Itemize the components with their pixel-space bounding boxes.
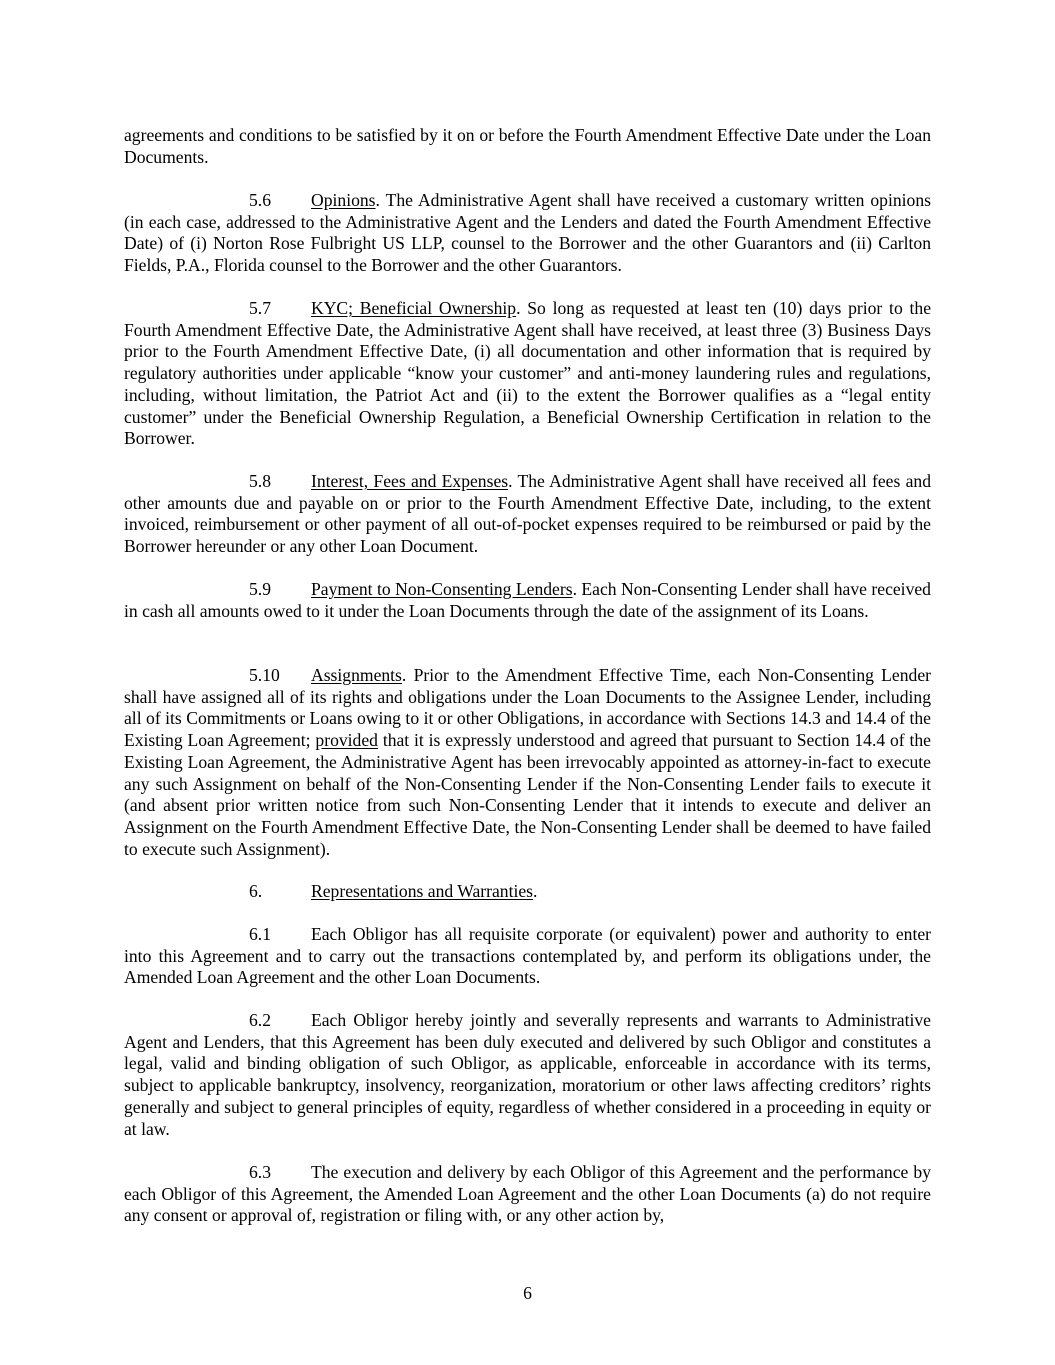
section-body: Each Obligor hereby jointly and severally represents and warrants to Administrative Agent and Lenders, that this Agreement has been duly executed and delivered by such Obligor and constitutes a legal, valid and binding obligation of such Obligor, as applicable, enforceable in accordance with its terms, subject to applicable bankruptcy, insolvency, reorganization, moratorium or other laws affecting creditors’ rights generally and subject to general principles of equity, regardless of whether considered in a proceeding in equity or at law. [124, 1010, 931, 1139]
section-heading: Opinions [311, 190, 376, 210]
section-body-part-b: that it is expressly understood and agreed that pursuant to Section 14.4 of the Existing Loan Agreement, the Administrative Agent has been irrevocably appointed as attorney-in-fact to execute any such Assignment on behalf of the Non-Consenting Lender if the Non-Consenting Lender fails to execute it (and absent prior written notice from such Non-Consenting Lender that it intends to execute and deliver an Assignment on the Fourth Amendment Effective Date, the Non-Consenting Lender shall be deemed to have failed to execute such Assignment). [124, 730, 931, 859]
section-number: 5.9 [249, 579, 271, 599]
section-number: 6.2 [249, 1010, 271, 1030]
section-body: The execution and delivery by each Obligor of this Agreement and the performance by each Obligor of this Agreement, the Amended Loan Agreement and the other Loan Documents (a) do not require any consent or approval of, registration or filing with, or any other action by, [124, 1162, 931, 1226]
continued-paragraph [124, 125, 931, 168]
section-6-2 [124, 1010, 931, 1140]
section-heading: KYC; Beneficial Ownership [311, 298, 517, 318]
section-heading: Payment to Non-Consenting Lenders [311, 579, 573, 599]
section-number: 6. [249, 881, 263, 901]
continued-paragraph-text: agreements and conditions to be satisfied by it on or before the Fourth Amendment Effective Date under the Loan Documents. [124, 125, 931, 167]
section-heading: Representations and Warranties [311, 881, 534, 901]
section-number: 5.7 [249, 298, 271, 318]
section-number: 5.6 [249, 190, 271, 210]
section-5-8 [124, 471, 931, 558]
section-heading: Interest, Fees and Expenses [311, 471, 509, 491]
section-5-6 [124, 190, 931, 277]
provided-term: provided [315, 730, 378, 751]
section-6-1 [124, 924, 931, 989]
section-heading: Assignments [311, 665, 402, 685]
section-body: . The Administrative Agent shall have received a customary written opinions (in each case, addressed to the Administrative Agent and the Lenders and dated the Fourth Amendment Effective Date) of (i) Norton Rose Fulbright US LLP, counsel to the Borrower and the other Guarantors and (ii) Carlton Fields, P.A., Florida counsel to the Borrower and the other Guarantors. [124, 190, 931, 276]
section-5-10 [124, 665, 931, 860]
section-number: 5.8 [249, 471, 271, 491]
section-6 [124, 881, 931, 903]
section-number: 6.3 [249, 1162, 271, 1182]
page-number: 6 [523, 1283, 532, 1303]
section-body: Each Obligor has all requisite corporate (or equivalent) power and authority to enter into this Agreement and to carry out the transactions contemplated by, and perform its obligations under, the Amended Loan Agreement and the other Loan Documents. [124, 924, 931, 988]
section-body: . The Administrative Agent shall have received all fees and other amounts due and payable on or prior to the Fourth Amendment Effective Date, including, to the extent invoiced, reimbursement or other payment of all out-of-pocket expenses required to be reimbursed or paid by the Borrower hereunder or any other Loan Document. [124, 471, 932, 557]
section-6-3 [124, 1162, 931, 1227]
section-number: 6.1 [249, 924, 271, 944]
section-5-9 [124, 579, 931, 622]
section-number: 5.10 [249, 665, 280, 685]
section-5-7 [124, 298, 931, 450]
section-body: . Each Non-Consenting Lender shall have received in cash all amounts owed to it under the Loan Documents through the date of the assignment of its Loans. [124, 579, 931, 621]
section-body: . [533, 881, 538, 901]
section-body-part-a: . Prior to the Amendment Effective Time, each Non-Consenting Lender shall have assigned all of its rights and obligations under the Loan Documents to the Assignee Lender, including all of its Commitments or Loans owing to it or other Obligations, in accordance with Sections 14.3 and 14.4 of the Existing Loan Agreement; [124, 665, 931, 751]
section-body: . So long as requested at least ten (10) days prior to the Fourth Amendment Effective Date, the Administrative Agent shall have received, at least three (3) Business Days prior to the Fourth Amendment Effective Date, (i) all documentation and other information that is required by regulatory authorities under applicable “know your customer” and anti-money laundering rules and regulations, including, without limitation, the Patriot Act and (ii) to the extent the Borrower qualifies as a “legal entity customer” under the Beneficial Ownership Regulation, a Beneficial Ownership Certification in relation to the Borrower. [124, 298, 932, 449]
